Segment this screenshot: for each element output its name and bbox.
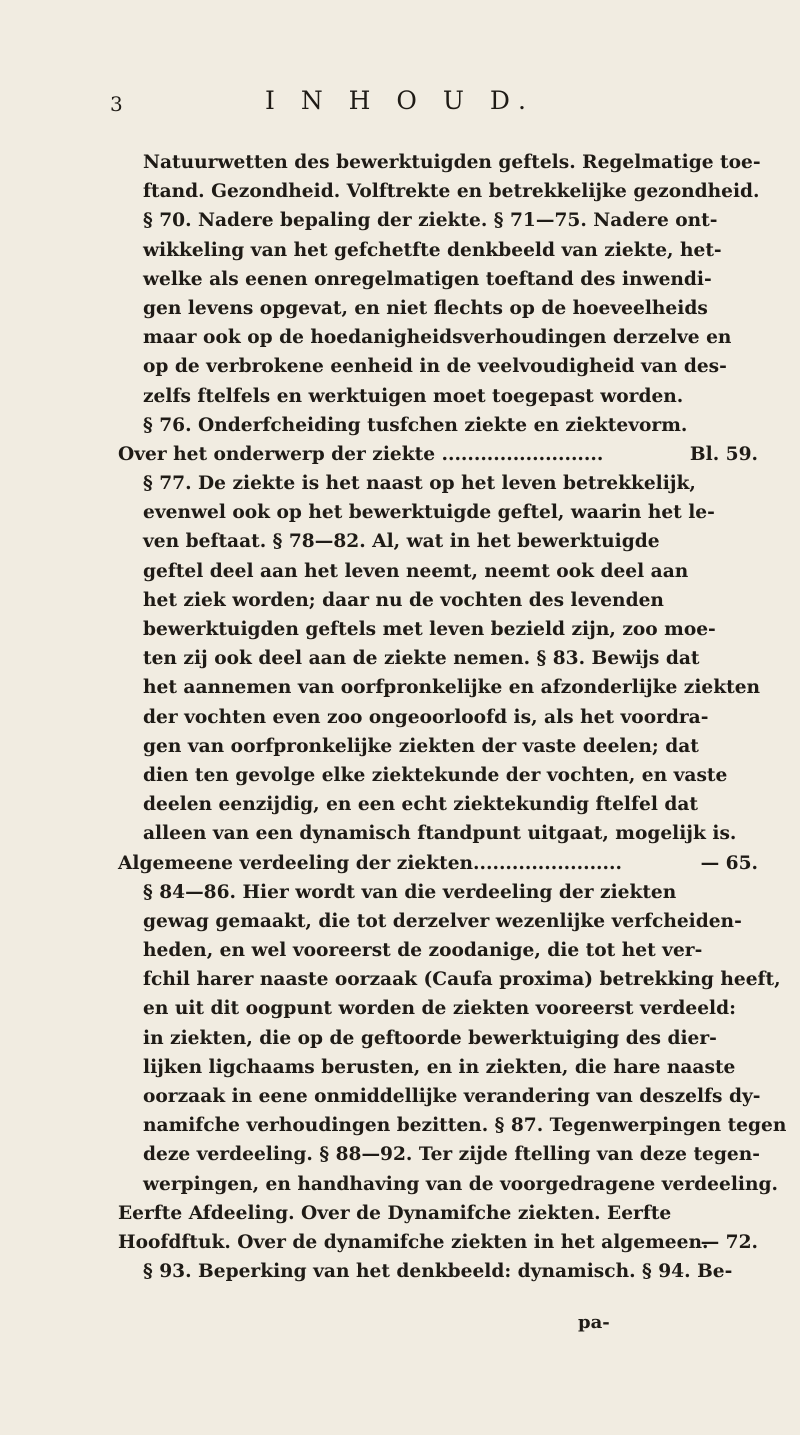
text-line [118,498,718,527]
text-line [118,586,718,615]
text-line [118,1053,736,1082]
line-text: het aannemen van oorfpronkelijke en afzonderlijke ziekten [143,677,761,699]
line-text: § 93. Beperking van het denkbeeld: dynamisch. § 94. Be- [143,1261,733,1283]
line-text: bewerktuigden geftels met leven bezield zijn, zoo moe- [143,619,716,640]
text-line [118,557,718,586]
line-text: der vochten even zoo ongeoorloofd is, als het voordra- [143,706,709,728]
line-text: Natuurwetten des bewerktuigden geftels. Regelmatige toe- [143,152,761,173]
line-text: § 76. Onderfcheiding tusfchen ziekte en ziektevorm. [143,414,688,436]
text-line [118,177,760,206]
line-text: heden, en wel vooreerst de zoodanige, die tot het ver- [143,940,703,962]
line-text: evenwel ook op het bewerktuigde geftel, waarin het le- [143,502,715,524]
line-text: alleen van een dynamisch ftandpunt uitgaat, mogelijk is. [143,823,737,845]
line-text: lijken ligchaams berusten, en in ziekten, die hare naaste [143,1056,736,1078]
text-line [118,265,718,294]
line-text: Over het onderwerp der ziekte ......................... [118,443,604,465]
line-text: ten zij ook deel aan de ziekte nemen. § 83. Bewijs dat [143,648,700,670]
line-text: zelfs ftelfels en werktuigen moet toegepast worden. [143,385,684,407]
text-line [118,732,718,761]
text-line [118,703,718,732]
page-number: 3 [110,92,124,116]
text-line [118,1111,787,1140]
line-text: § 84—86. Hier wordt van die verdeeling der ziekten [143,881,677,903]
text-line [118,644,718,673]
text-line [118,615,718,644]
text-line [118,1082,761,1111]
text-line [118,673,761,702]
line-text: § 70. Nadere bepaling der ziekte. § 71—75. Nadere ont- [143,210,718,232]
line-text: deelen eenzijdig, en een echt ziektekundig ftelfel dat [143,794,698,816]
line-text: en uit dit oogpunt worden de ziekten vooreerst verdeeld: [143,998,736,1020]
text-line [118,965,781,994]
running-head: I N H O U D. [265,86,535,115]
text-line [118,907,742,936]
toc-entry-line [118,1228,758,1257]
text-line [118,1257,733,1286]
text-line [118,790,718,819]
text-line [118,469,718,498]
text-line [118,1140,760,1169]
line-text: werpingen, en handhaving van de voorgedragene verdeeling. [143,1173,778,1195]
line-text: Algemeene verdeeling der ziekten....................... [118,852,622,874]
page-reference: Bl. 59. [689,443,758,465]
line-text: ven beftaat. § 78—82. Al, wat in het bewerktuigde [143,531,660,553]
line-text: wikkeling van het gefchetfte denkbeeld van ziekte, het- [143,239,722,261]
text-line [118,994,736,1023]
catchword: pa- [578,1312,610,1333]
text-line [118,1170,778,1199]
line-text: geftel deel aan het leven neemt, neemt ook deel aan [143,560,689,582]
text-line [118,148,761,177]
toc-entry-line [118,440,758,469]
line-text: welke als eenen onregelmatigen toeftand des inwendi- [143,268,712,290]
line-text: op de verbrokene eenheid in de veelvoudigheid van des- [143,356,727,378]
line-text: in ziekten, die op de geftoorde bewerktuiging des dier- [143,1027,717,1049]
line-text: gen van oorfpronkelijke ziekten der vaste deelen; dat [143,735,699,757]
text-line [118,761,728,790]
text-line [118,206,718,235]
text-line [118,1199,718,1228]
line-text: namifche verhoudingen bezitten. § 87. Tegenwerpingen tegen [143,1115,787,1137]
text-line [118,878,718,907]
line-text: het ziek worden; daar nu de vochten des levenden [143,589,664,611]
line-text: ftand. Gezondheid. Volftrekte en betrekkelijke gezondheid. [143,181,760,203]
line-text: fchil harer naaste oorzaak (Caufa proxima) betrekking heeft, [143,969,781,991]
page-reference: — 65. [700,852,758,874]
line-text: gen levens opgevat, en niet flechts op de hoeveelheids [143,297,708,319]
table-of-contents-text [118,148,787,1286]
page-reference: — 72. [700,1231,758,1253]
line-text: oorzaak in eene onmiddellijke verandering van deszelfs dy- [143,1086,761,1107]
text-line [118,382,718,411]
text-line [118,936,718,965]
text-line [118,1024,718,1053]
toc-entry-line [118,849,758,878]
line-text: Eerfte Afdeeling. Over de Dynamifche ziekten. Eerfte [118,1202,672,1224]
text-line [118,323,732,352]
line-text: dien ten gevolge elke ziektekunde der vochten, en vaste [143,764,728,786]
line-text: § 77. De ziekte is het naast op het leven betrekkelijk, [143,473,696,495]
line-text: maar ook op de hoedanigheidsverhoudingen derzelve en [143,327,732,349]
text-line [118,294,718,323]
text-line [118,236,722,265]
line-text: Hoofdftuk. Over de dynamifche ziekten in het algemeen. [118,1231,709,1253]
text-line [118,411,718,440]
line-text: gewag gemaakt, die tot derzelver wezenlijke verfcheiden- [143,910,742,932]
line-text: deze verdeeling. § 88—92. Ter zijde ftelling van deze tegen- [143,1144,760,1166]
text-line [118,352,727,381]
text-line [118,819,737,848]
text-line [118,527,718,556]
